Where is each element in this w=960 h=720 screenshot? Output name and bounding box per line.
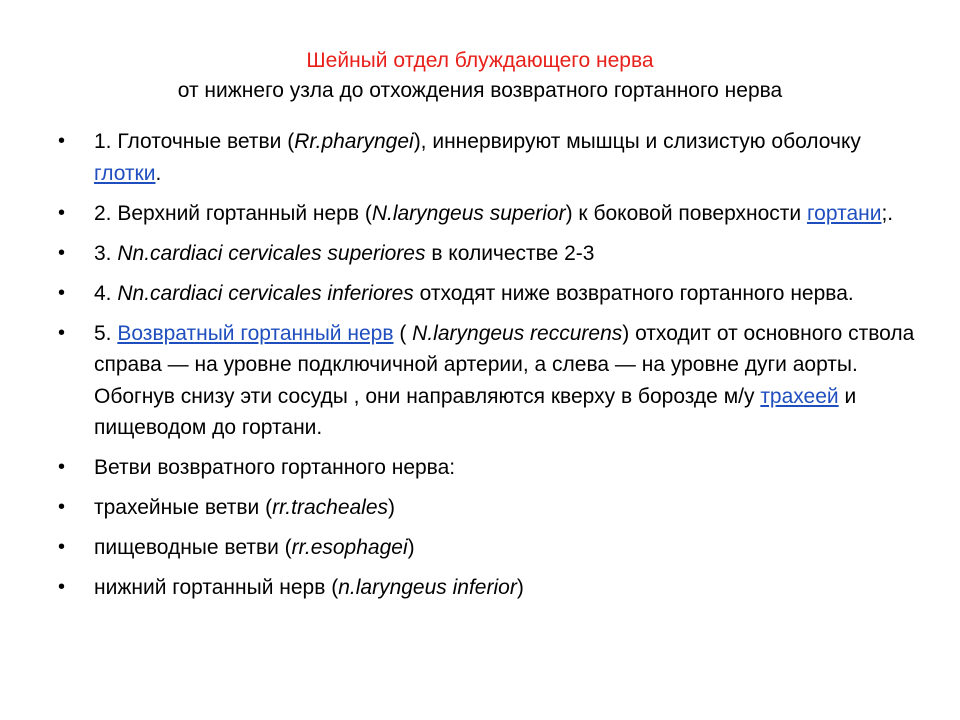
item-latin-term: rr.esophagei	[291, 536, 408, 559]
bullet-icon: •	[58, 536, 66, 558]
item-text: ), иннервируют мышцы и слизистую оболочку	[413, 130, 861, 153]
title-line-2: от нижнего узла до отхождения возвратного гортанного нерва	[177, 79, 783, 102]
bullet-list	[56, 126, 916, 612]
link-trachea[interactable]: трахеей	[760, 384, 839, 408]
item-text: 2. Верхний гортанный нерв (	[94, 201, 372, 225]
item-text: 3.	[94, 241, 118, 265]
link-pharynx[interactable]: глотки	[94, 161, 156, 185]
item-text: )	[407, 536, 415, 559]
list-item-cardiac-superior	[56, 238, 916, 270]
list-item-recurrent-branches-heading	[56, 452, 916, 484]
bullet-icon: •	[58, 496, 66, 518]
bullet-icon: •	[58, 130, 66, 152]
item-latin-term: Rr.pharyngei	[294, 130, 414, 153]
item-text: отходят ниже возвратного гортанного нерва.	[413, 281, 854, 305]
item-latin-term: rr.tracheales	[272, 496, 389, 519]
item-latin-term: Nn.cardiaci cervicales inferiores	[117, 281, 414, 305]
item-latin-term: N.laryngeus reccurens	[412, 321, 623, 345]
list-item-esophageal-branches	[56, 532, 916, 564]
bullet-icon: •	[58, 456, 66, 478]
list-item-recurrent-laryngeal-nerve	[56, 318, 916, 444]
item-text: нижний гортанный нерв (	[94, 576, 339, 599]
item-text: (	[393, 321, 413, 345]
item-latin-term: N.laryngeus superior	[371, 201, 566, 225]
item-text: )	[516, 576, 524, 599]
item-text: ) к боковой поверхности	[565, 201, 807, 225]
slide-title	[0, 46, 960, 106]
bullet-icon: •	[58, 201, 66, 224]
bullet-icon: •	[58, 241, 66, 264]
item-text: ;.	[881, 201, 894, 225]
item-text: и пищеводом до гортани.	[94, 384, 857, 439]
item-text: пищеводные ветви (	[94, 536, 292, 559]
bullet-icon: •	[58, 576, 66, 598]
bullet-icon: •	[58, 281, 66, 304]
item-text: 4.	[94, 281, 118, 305]
item-text: )	[388, 496, 396, 519]
item-text: 1. Глоточные ветви (	[94, 130, 295, 153]
list-item-inferior-laryngeal-nerve	[56, 572, 916, 604]
bullet-icon: •	[58, 321, 66, 344]
item-text: .	[155, 161, 162, 185]
list-item-superior-laryngeal-nerve	[56, 198, 916, 230]
item-text: трахейные ветви (	[94, 496, 273, 519]
item-text: ) отходит от основного ствола справа — на уровне подключичной артерии, а слева — на уровне дуги аорты. Обогнув снизу эти сосуды , они направляются кверху в борозде м/у	[94, 321, 915, 408]
item-text: Ветви возвратного гортанного нерва:	[94, 456, 456, 479]
item-latin-term: n.laryngeus inferior	[338, 576, 517, 599]
item-text: 5.	[94, 321, 118, 345]
list-item-cardiac-inferior	[56, 278, 916, 310]
item-text: в количестве 2-3	[425, 241, 595, 265]
link-recurrent-laryngeal-nerve[interactable]: Возвратный гортанный нерв	[117, 321, 394, 345]
link-larynx[interactable]: гортани	[806, 201, 882, 225]
list-item-pharyngeal-branches	[56, 126, 916, 189]
item-latin-term: Nn.cardiaci cervicales superiores	[117, 241, 426, 265]
list-item-tracheal-branches	[56, 492, 916, 524]
title-line-1: Шейный отдел блуждающего нерва	[306, 49, 654, 72]
